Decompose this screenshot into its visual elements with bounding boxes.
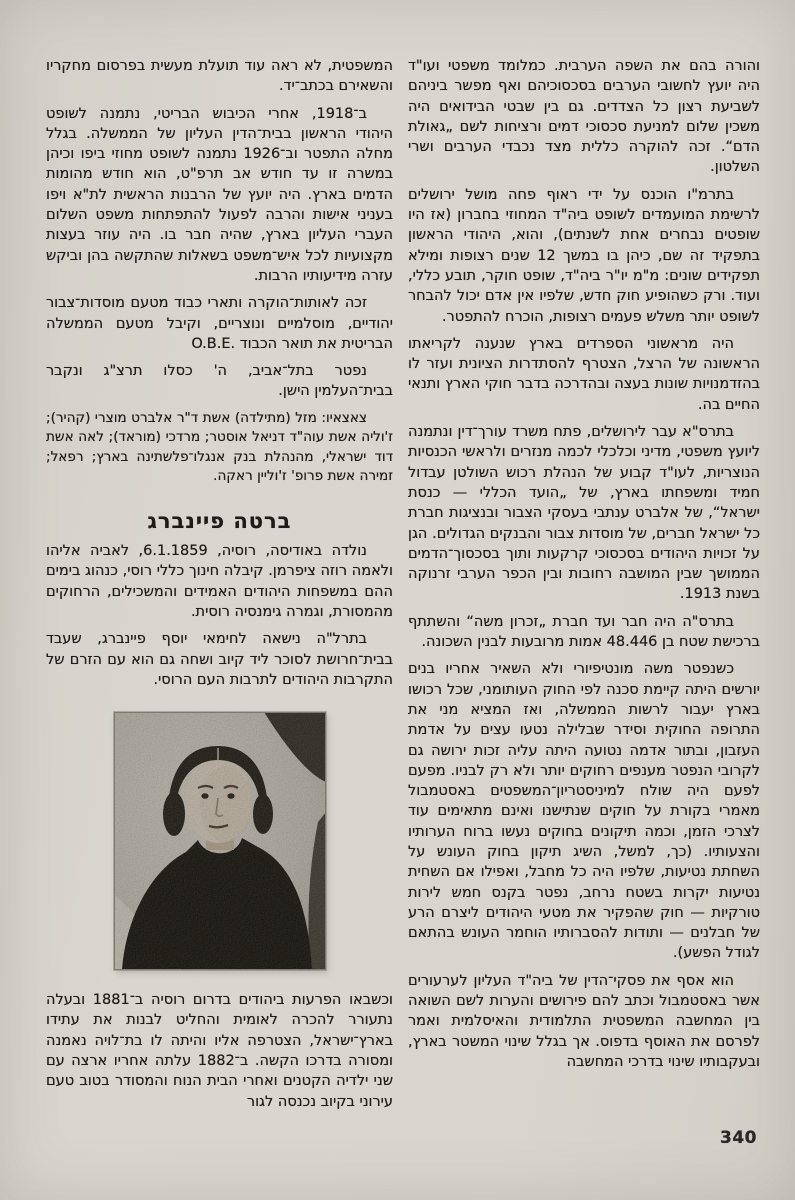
paragraph: זכה לאותות־הוקרה ותארי כבוד מטעם מוסדות־צבור יהודיים, מוסלמיים ונוצריים, וקיבל מטעם הממשלה הבריטית את תואר הכבוד .O.B.E bbox=[46, 295, 393, 352]
paragraph: נפטר בתל־אביב, ה' כסלו תרצ"ג ונקבר בבית־העלמין הישן. bbox=[46, 363, 393, 400]
paragraph: כשנפטר משה מונטיפיורי ולא השאיר אחריו בנים יורשים היתה קיימת סכנה לפי החוק העותומני, שכל רכושו בארץ יעבור לרשות הממשלה, ואז המציא מני את התרופה החוקית וסידר שבלילה נטעו עצים על אדמת העזבון, ובתור אדמה נטועה היתה עליה זכות ירושה גם לקרובי הנפטר מענפים רחוקים יותר ולא רק לבניו. מפעם לפעם היה שולח למיניסטריון־המשפטים באסטמבול מאמרי בקורת על חוקים שנתישנו ואינם מתאימים עוד לצרכי הזמן, וכמה תיקונים בחוקים נעשו ברוח הערותיו והצעותיו. (כך, למשל, השיג תיקון בחוק העונש על השחתת נטיעות, שלפיו היה כל מחבל, ואפילו אם השחית נטיעות יקרות בשטח נרחב, נפטר בקנס חמש לירות טורקיות — חוק שהפקיר את מטעי היהודים ליצרם הרע של חבלנים — ותודות להסברותיו הוחמר העונש בהתאם לגודל הפשע). bbox=[408, 661, 760, 962]
paragraph: הוא אסף את פסקי־הדין של ביה"ד העליון לערעורים אשר באסטמבול וכתב להם פירושים והערות לשם השואה בין המחשבה המשפטית התלמודית והאיסלמית ואמר לפרסם את האוסף בדפוס. אך בגלל שינוי המשטר בארץ, ובעקבותיו שינוי בדרכי המחשבה bbox=[408, 972, 760, 1070]
paragraph: בתרס"א עבר לירושלים, פתח משרד עורך־דין ונתמנה ליועץ משפטי, מדיני וכלכלי לכמה מנזרים ולראשי הכנסיות הנוצריות, לעו"ד קבוע של הנהלת רכוש השולטן עבדול חמיד ומשפחתו בארץ, של „הועד הכללי — כנסת ישראל“, של אלברט ענתבי בעסקי הצבור ובנציגות חברת כל ישראל חברים, של מוסדות צבור והבנקים הגדולים. הגן על זכויות היהודים בסכסוכי קרקעות ותוך בסכסוך־הדמים הממושך שבין המושבה רחובות ובין הכפר הערבי זרנוקה בשנת 1913. bbox=[408, 424, 760, 603]
column-left bbox=[46, 56, 393, 1119]
descendants-paragraph: צאצאיו: מזל (מתילדה) אשת ד"ר אלברט מוצרי (קהיר); ז'וליה אשת עוה"ד דניאל אוסטר; מרדכי (מוראד); לאה אשת דוד ישראלי, מהנהלת בנק אנגלו־פלשתינה בארץ; רפאל; זמירה אשת פרופ' ז'וליין ראקה. bbox=[46, 409, 393, 485]
paragraph: וכשבאו הפרעות ביהודים בדרום רוסיה ב־1881 ובעלה נתעורר להכרה לאומית והחליט לבנות את עתידו בארץ־ישראל, הצטרפה אליו והיתה לו בת־לויה נאמנה ומסורה בדרכו הקשה. ב־1882 עלתה אחריו ארצה עם שני ילדיה הקטנים ואחרי הבית הנוח והמסודר בטוב טעם עירוני בקיוב נכנסה לגור bbox=[46, 992, 394, 1110]
paragraph: והורה בהם את השפה הערבית. כמלומד משפטי ועו"ד היה יועץ לחשובי הערבים בסכסוכיהם ואף מפשר ביניהם לשביעת רצון כל הצדדים. גם בין שבטי הבידואים היה משכין שלום למניעת סכסוכי דמים ורציחות לשם „גאולת הדם“. זכה להוקרה כללית מצד נכבדי הערבים ושרי השלטון. bbox=[408, 58, 760, 176]
bio-section-heading: ברטה פיינברג bbox=[147, 508, 292, 533]
paragraph: בתרמ"ו הוכנס על ידי ראוף פחה מושל ירושלים לרשימת המועמדים לשופט ביה"ד המחוזי בחברון (אז היו שופטים נבחרים אחת לשנתים), והוא, היהודי הראשון בתפקיד זה שם, כיהן בו במשך 12 שנים רצופות ומילא תפקידים שונים: מ"מ יו"ר ביה"ד, שופט חוקר, תובע כללי, ועוד. ורק כשהופיע חוק חדש, שלפיו אין אדם יכול להבחר לשופט יותר משלש פעמים רצופות, הוכרח להתפטר. bbox=[408, 186, 760, 325]
paragraph: נולדה באודיסה, רוסיה, 6.1.1859, לאביה אליהו ולאמה רוזה ציפרמן. קיבלה חינוך כללי רוסי, כנהוג בימים ההם במשפחות היהודים האמידים והמשכילים, הרחוקים מהמסורת, וגמרה גימנסיה רוסית. bbox=[46, 543, 393, 620]
paragraph: ב־1918, אחרי הכיבוש הבריטי, נתמנה לשופט היהודי הראשון בבית־הדין העליון של הממשלה. בגלל מחלה התפטר וב־1926 נתמנה לשופט מחוזי ביפו וכיהן במשרה זו עד חודש אב תרפ"ט, הוא חודש מהומות הדמים בארץ. היה יועץ של הרבנות הראשית לת"א ויפו בעניני אישות והרבה לפעול להתפתחות משפט השלום העברי העליון בארץ, שהיה חבר בו. היה עוזר בעצות מקצועיות לכל איש־משפט בשאלות שהתקשה בהן וביקש עזרה מידיעותיו הרבות. bbox=[46, 105, 393, 284]
portrait-photo bbox=[114, 712, 326, 970]
paragraph: המשפטית, לא ראה עוד תועלת מעשית בפרסום מחקריו והשאירם בכתב־יד. bbox=[46, 58, 393, 95]
paragraph: היה מראשוני הספרדים בארץ שנענה לקריאתו הראשונה של הרצל, הצטרף להסתדרות הציונית ועזר לו בהזדמנויות שונות בעצה ובהדרכה בדבר חוקי הארץ ותנאי החיים בה. bbox=[408, 335, 760, 413]
paragraph: בתרס"ה היה חבר ועד חברת „זכרון משה“ והשתתף ברכישת שטח בן 48.446 אמות מרובעות לבנין השכונה. bbox=[408, 613, 760, 651]
page-number: 340 bbox=[720, 1128, 757, 1148]
column-right bbox=[408, 56, 760, 1079]
paragraph: בתרל"ה נישאה לחימאי יוסף פיינברג, שעבד בבית־חרושת לסוכר ליד קיוב ושחה גם הוא עם הזרם של התקרבות היהודים לתרבות העם הרוסי. bbox=[46, 631, 393, 688]
portrait-photo-illustration bbox=[114, 712, 326, 970]
